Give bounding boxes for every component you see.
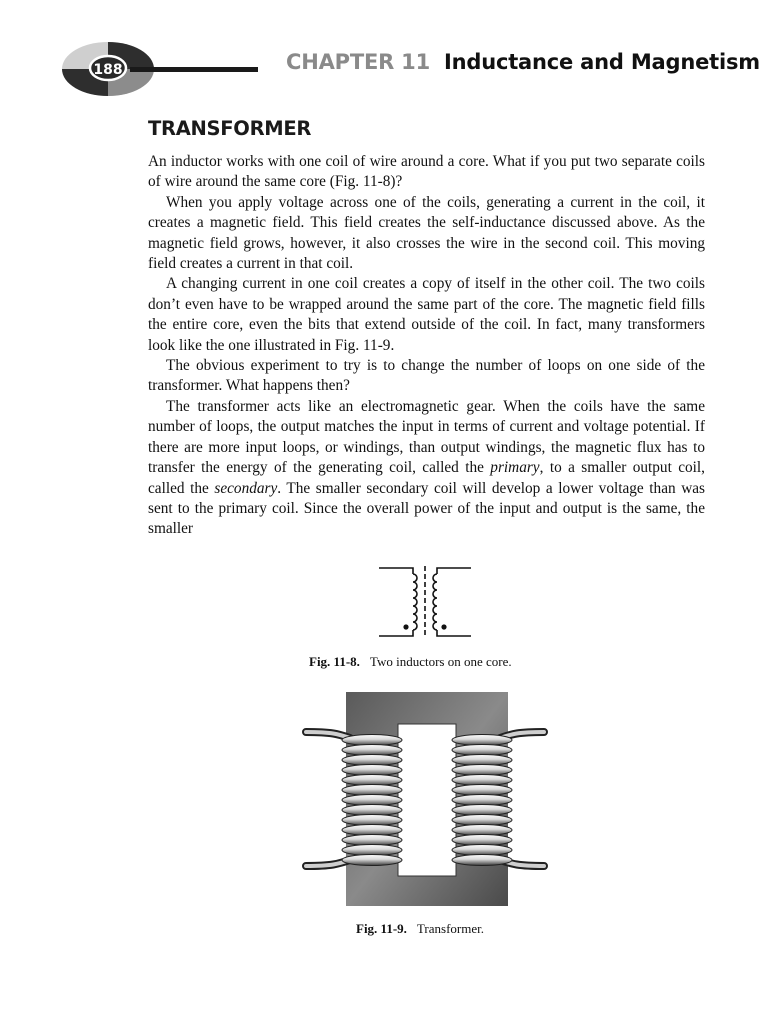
running-header [286, 50, 760, 74]
body-text [148, 152, 705, 540]
paragraph-5 [148, 397, 705, 540]
chapter-label: CHAPTER 11 [286, 50, 431, 74]
transformer-schematic-figure [375, 564, 475, 640]
header-rule [130, 67, 258, 72]
term-secondary: secondary [214, 479, 278, 497]
paragraph-5-part-2: , to a smaller output coil, called the [148, 459, 705, 497]
figure-caption-text: Two inductors on one core. [369, 654, 512, 669]
section-heading: TRANSFORMER [148, 117, 312, 140]
figure-caption-text: Transformer. [416, 921, 484, 936]
figure-label: Fig. 11-9. [356, 921, 407, 936]
paragraph-2: When you apply voltage across one of the coils, generating a current in the coil, it creates a magnetic field. This field creates the self-inductance discussed above. As the magnetic field grows, however, it also crosses the wire in the second coil. This moving field creates a current in that coil. [148, 193, 705, 273]
paragraph-4: The obvious experiment to try is to change the number of loops on one side of the transformer. What happens then? [148, 357, 705, 395]
figure-label: Fig. 11-8. [309, 654, 360, 669]
paragraph-3: A changing current in one coil creates a copy of itself in the other coil. The two coils don’t even have to be wrapped around the same part of the core. The magnetic field fills the entire core, even the bits that extend outside of the coil. In fact, many transformers look like the one illustrated in Fig. 11-9. [148, 275, 705, 354]
figure-caption-11-9 [356, 921, 484, 937]
figure-caption-11-8 [309, 654, 512, 670]
paragraph-1: An inductor works with one coil of wire around a core. What if you put two separate coils of wire around the same core (Fig. 11-8)? [148, 153, 705, 191]
paragraph-5-part-3: . The smaller secondary coil will develop a lower voltage than was sent to the primary coil. Since the overall power of the input and output is the same, the smaller [148, 479, 706, 538]
term-primary: primary [490, 459, 540, 477]
paragraph-5-part-1: The transformer acts like an electromagnetic gear. When the coils have the same number of loops, the output matches the input in terms of current and voltage potential. If there are more input loops, or windings, than output windings, the magnetic flux has to transfer the energy of the generating coil, called the [148, 397, 705, 477]
page-number: 188 [93, 62, 123, 78]
chapter-title: Inductance and Magnetism [444, 50, 760, 74]
transformer-illustration-figure [302, 690, 548, 910]
